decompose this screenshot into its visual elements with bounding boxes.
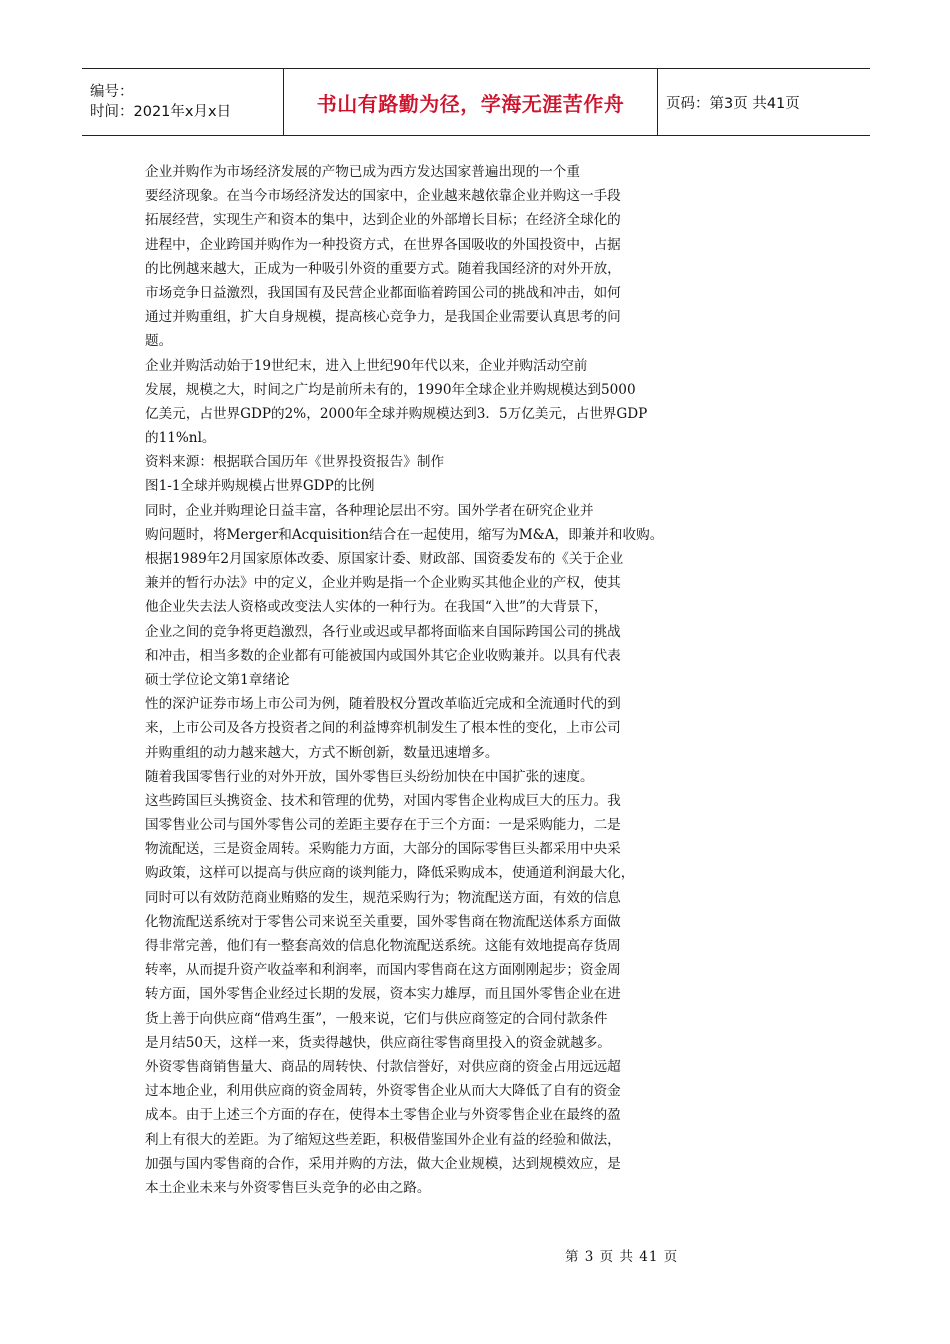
text-line: 的11%nl。 [145,430,216,447]
text-line: 题。 [145,333,173,350]
text-line: 化物流配送系统对于零售公司来说至关重要，国外零售商在物流配送体系方面做 [145,913,621,930]
text-line: 亿美元，占世界GDP的2%，2000年全球并购规模达到3．5万亿美元，占世界GDP [145,405,648,422]
page-header [82,68,870,136]
document-date-label: 时间：2021年x月x日 [90,104,232,120]
text-line: 进程中，企业跨国并购作为一种投资方式，在世界各国吸收的外国投资中，占据 [145,236,621,253]
text-line: 并购重组的动力越来越大，方式不断创新，数量迅速增多。 [145,744,499,761]
header-page-number: 页码：第3页 共41页 [666,95,800,112]
text-line: 发展，规模之大，时间之广均是前所未有的，1990年全球企业并购规模达到5000 [145,381,636,398]
text-line: 企业并购作为市场经济发展的产物已成为西方发达国家普遍出现的一个重 [145,164,580,180]
text-line: 成本。由于上述三个方面的存在，使得本土零售企业与外资零售企业在最终的盈 [145,1107,621,1124]
text-line: 和冲击，相当多数的企业都有可能被国内或国外其它企业收购兼并。以具有代表 [145,647,621,664]
text-line: 要经济现象。在当今市场经济发达的国家中，企业越来越依靠企业并购这一手段 [145,188,621,205]
text-line: 加强与国内零售商的合作，采用并购的方法，做大企业规模，达到规模效应，是 [145,1155,621,1172]
text-line: 企业并购活动始于19世纪末，进入上世纪90年代以来，企业并购活动空前 [145,357,588,374]
text-line: 是月结50天，这样一来，货卖得越快，供应商往零售商里投入的资金就越多。 [145,1034,611,1051]
text-line: 硕士学位论文第1章绪论 [145,671,290,688]
text-line: 性的深沪证券市场上市公司为例，随着股权分置改革临近完成和全流通时代的到 [145,696,621,713]
text-line: 根据1989年2月国家原体改委、原国家计委、财政部、国资委发布的《关于企业 [145,551,624,567]
text-line: 这些跨国巨头携资金、技术和管理的优势，对国内零售企业构成巨大的压力。我 [145,792,621,809]
text-line: 兼并的暂行办法》中的定义，企业并购是指一个企业购买其他企业的产权，使其 [145,575,621,592]
text-line: 利上有很大的差距。为了缩短这些差距，积极借鉴国外企业有益的经验和做法， [145,1131,621,1148]
text-line: 企业之间的竞争将更趋激烈，各行业或迟或早都将面临来自国际跨国公司的挑战 [145,623,621,640]
text-line: 图1-1全球并购规模占世界GDP的比例 [145,478,375,495]
text-line: 同时可以有效防范商业贿赂的发生，规范采购行为；物流配送方面，有效的信息 [145,889,621,906]
document-number-label: 编号： [90,84,134,100]
text-line: 国零售业公司与国外零售公司的差距主要存在于三个方面：一是采购能力，二是 [145,817,621,834]
text-line: 通过并购重组，扩大自身规模，提高核心竞争力，是我国企业需要认真思考的问 [145,309,621,326]
text-line: 随着我国零售行业的对外开放，国外零售巨头纷纷加快在中国扩张的速度。 [145,768,594,785]
text-line: 市场竞争日益激烈，我国国有及民营企业都面临着跨国公司的挑战和冲击，如何 [145,284,621,301]
document-body [145,160,745,1200]
header-meta [82,69,284,135]
text-line: 本土企业未来与外资零售巨头竞争的必由之路。 [145,1179,431,1196]
text-line: 资料来源：根据联合国历年《世界投资报告》制作 [145,454,445,471]
text-line: 他企业失去法人资格或改变法人实体的一种行为。在我国“入世”的大背景下， [145,599,608,616]
text-line: 外资零售商销售量大、商品的周转快、付款信誉好，对供应商的资金占用远远超 [145,1058,621,1075]
header-motto: 书山有路勤为径，学海无涯苦作舟 [316,91,625,116]
page-footer: 第 3 页 共 41 页 [565,1249,679,1265]
header-page-cell [658,69,870,135]
text-line: 转方面，国外零售企业经过长期的发展，资本实力雄厚，而且国外零售企业在进 [145,986,621,1003]
text-line: 同时，企业并购理论日益丰富，各种理论层出不穷。国外学者在研究企业并 [145,502,594,519]
text-line: 购政策，这样可以提高与供应商的谈判能力，降低采购成本，使通道利润最大化， [145,865,635,882]
text-line: 转率，从而提升资产收益率和利润率，而国内零售商在这方面刚刚起步；资金周 [145,962,621,979]
header-motto-cell [284,69,658,135]
text-line: 货上善于向供应商“借鸡生蛋”，一般来说，它们与供应商签定的合同付款条件 [145,1010,608,1027]
text-line: 得非常完善，他们有一整套高效的信息化物流配送系统。这能有效地提高存货周 [145,938,621,954]
text-line: 过本地企业，利用供应商的资金周转，外资零售企业从而大大降低了自有的资金 [145,1083,621,1100]
text-line: 拓展经营，实现生产和资本的集中，达到企业的外部增长目标；在经济全球化的 [145,212,621,229]
text-line: 的比例越来越大，正成为一种吸引外资的重要方式。随着我国经济的对外开放， [145,260,621,277]
text-line: 来，上市公司及各方投资者之间的利益博弈机制发生了根本性的变化，上市公司 [145,720,621,737]
text-line: 物流配送，三是资金周转。采购能力方面，大部分的国际零售巨头都采用中央采 [145,841,621,858]
text-line: 购问题时，将Merger和Acquisition结合在一起使用，缩写为M&A，即兼并和收购。 [145,526,664,543]
